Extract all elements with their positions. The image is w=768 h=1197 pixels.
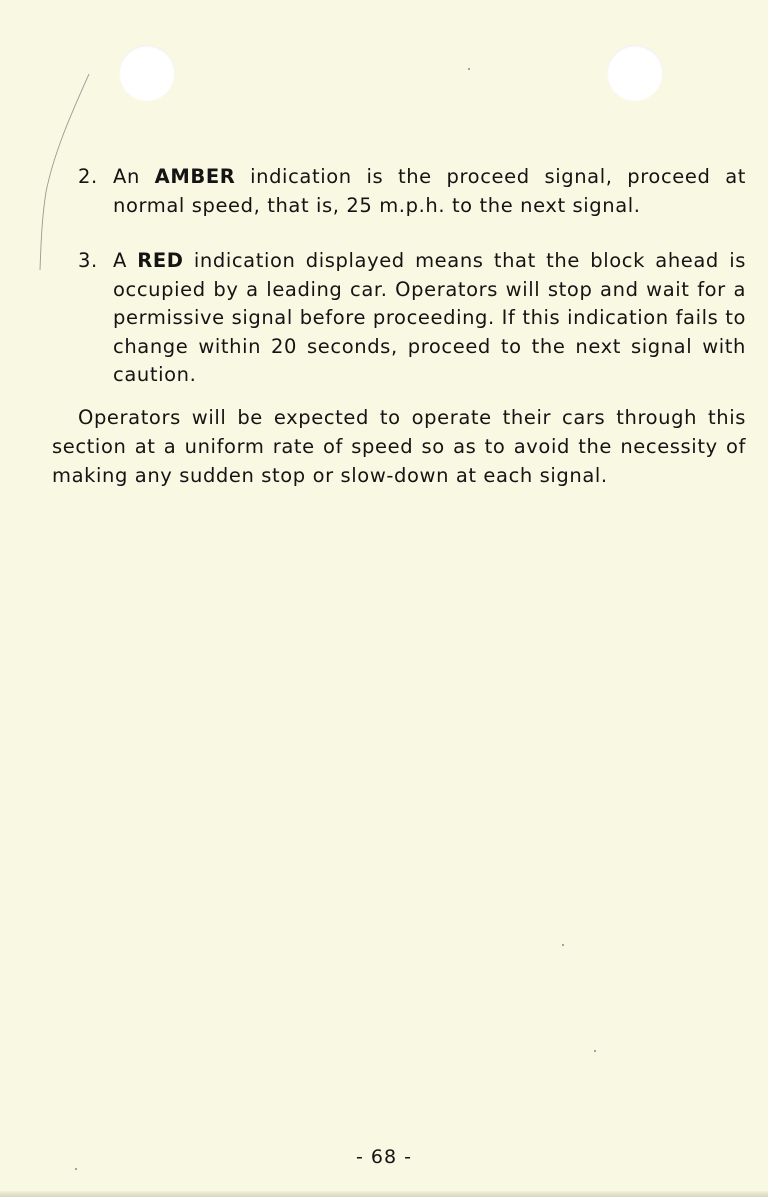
paper-speck [594, 1050, 596, 1052]
list-item-number: 3. [78, 249, 98, 272]
red-emphasis: RED [137, 249, 184, 272]
list-item-text: An AMBER indication is the proceed signal, proceed at normal speed, that is, 25 m.p.h. to the next signal. [113, 165, 746, 217]
list-item-number: 2. [78, 165, 98, 188]
binder-hole-right [607, 45, 663, 101]
binder-hole-left [119, 45, 175, 101]
page-number: - 68 - [356, 1146, 412, 1168]
list-item-3 [78, 247, 746, 390]
paper-speck [562, 944, 564, 946]
paper-speck [468, 68, 470, 70]
page-edge [0, 1191, 768, 1197]
list-item-text: A RED indication displayed means that the block ahead is occupied by a leading car. Operators will stop and wait for a permissive signal before proceeding. If this indication fails to change within 20 seconds, proceed to the next signal with caution. [113, 249, 746, 386]
body-paragraph: Operators will be expected to operate their cars through this section at a uniform rate of speed so as to avoid the necessity of making any sudden stop or slow-down at each signal. [52, 406, 746, 487]
paper-speck [75, 1168, 77, 1170]
amber-emphasis: AMBER [154, 165, 236, 188]
list-item-2 [78, 163, 746, 220]
